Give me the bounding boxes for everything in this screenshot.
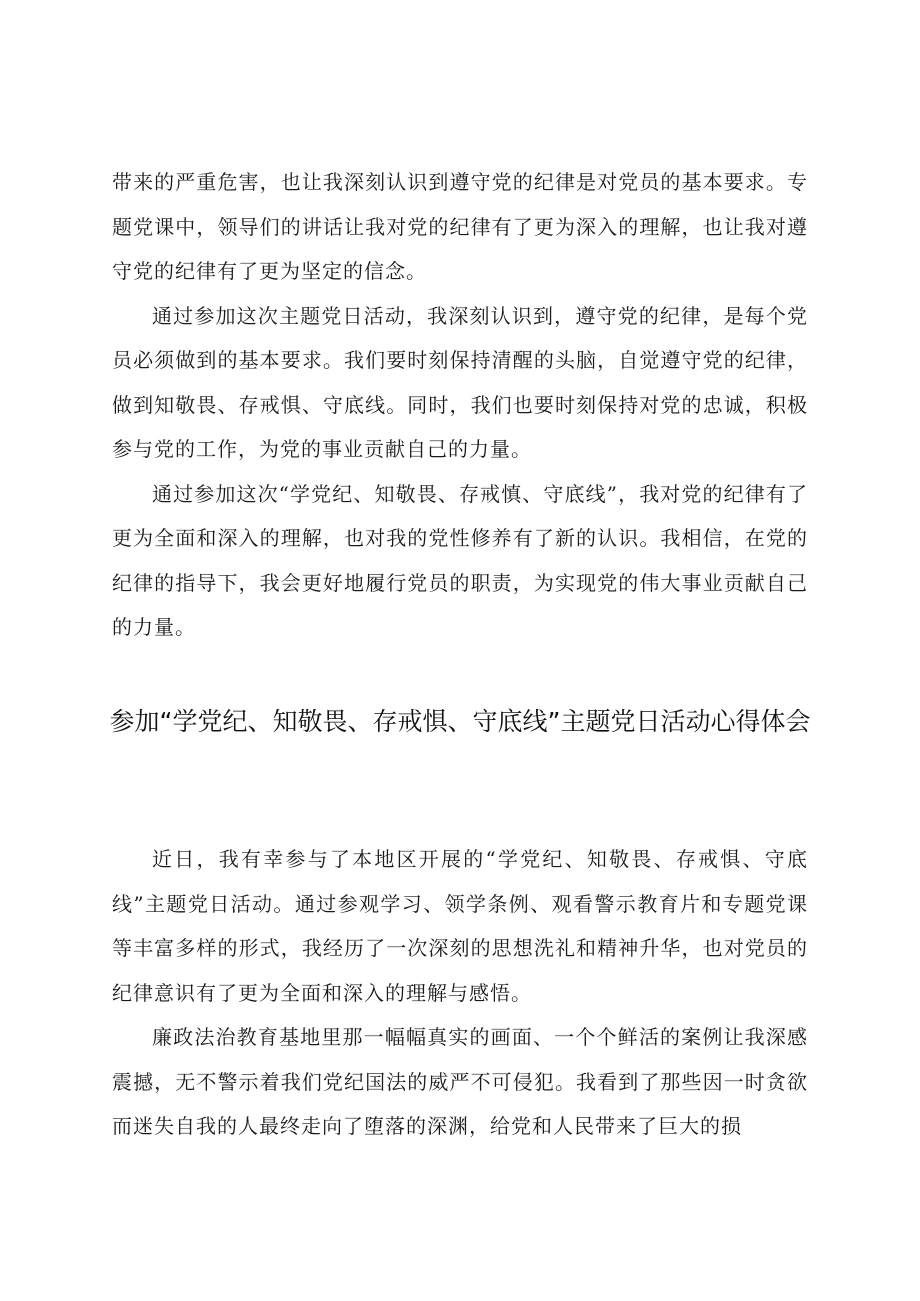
paragraph: 通过参加这次“学党纪、知敬畏、存戒慎、守底线”，我对党的纪律有了更为全面和深入的理解，也对我的党性修养有了新的认识。我相信，在党的纪律的指导下，我会更好地履行党员的职责，为实现党的伟大事业贡献自己的力量。 [112, 481, 808, 639]
article-body [112, 837, 808, 1149]
paragraph: 近日，我有幸参与了本地区开展的“学党纪、知敬畏、存戒惧、守底线”主题党日活动。通过参观学习、领学条例、观看警示教育片和专题党课等丰富多样的形式，我经历了一次深刻的思想洗礼和精神升华，也对党员的纪律意识有了更为全面和深入的理解与感悟。 [112, 847, 808, 1005]
paragraph-continuation: 带来的严重危害，也让我深刻认识到遵守党的纪律是对党员的基本要求。专题党课中，领导们的讲话让我对党的纪律有了更为深入的理解，也让我对遵守党的纪律有了更为坚定的信念。 [112, 170, 808, 283]
section-previous-article [112, 160, 808, 650]
paragraph: 廉政法治教育基地里那一幅幅真实的画面、一个个鲜活的案例让我深感震撼，无不警示着我们党纪国法的威严不可侵犯。我看到了那些因一时贪欲而迷失自我的人最终走向了堕落的深渊，给党和人民带来了巨大的损 [112, 1025, 808, 1138]
paragraph: 通过参加这次主题党日活动，我深刻认识到，遵守党的纪律，是每个党员必须做到的基本要求。我们要时刻保持清醒的头脑，自觉遵守党的纪律，做到知敬畏、存戒惧、守底线。同时，我们也要时刻保持对党的忠诚，积极参与党的工作，为党的事业贡献自己的力量。 [112, 303, 808, 461]
article-title: 参加“学党纪、知敬畏、存戒惧、守底线”主题党日活动心得体会 [109, 707, 811, 736]
